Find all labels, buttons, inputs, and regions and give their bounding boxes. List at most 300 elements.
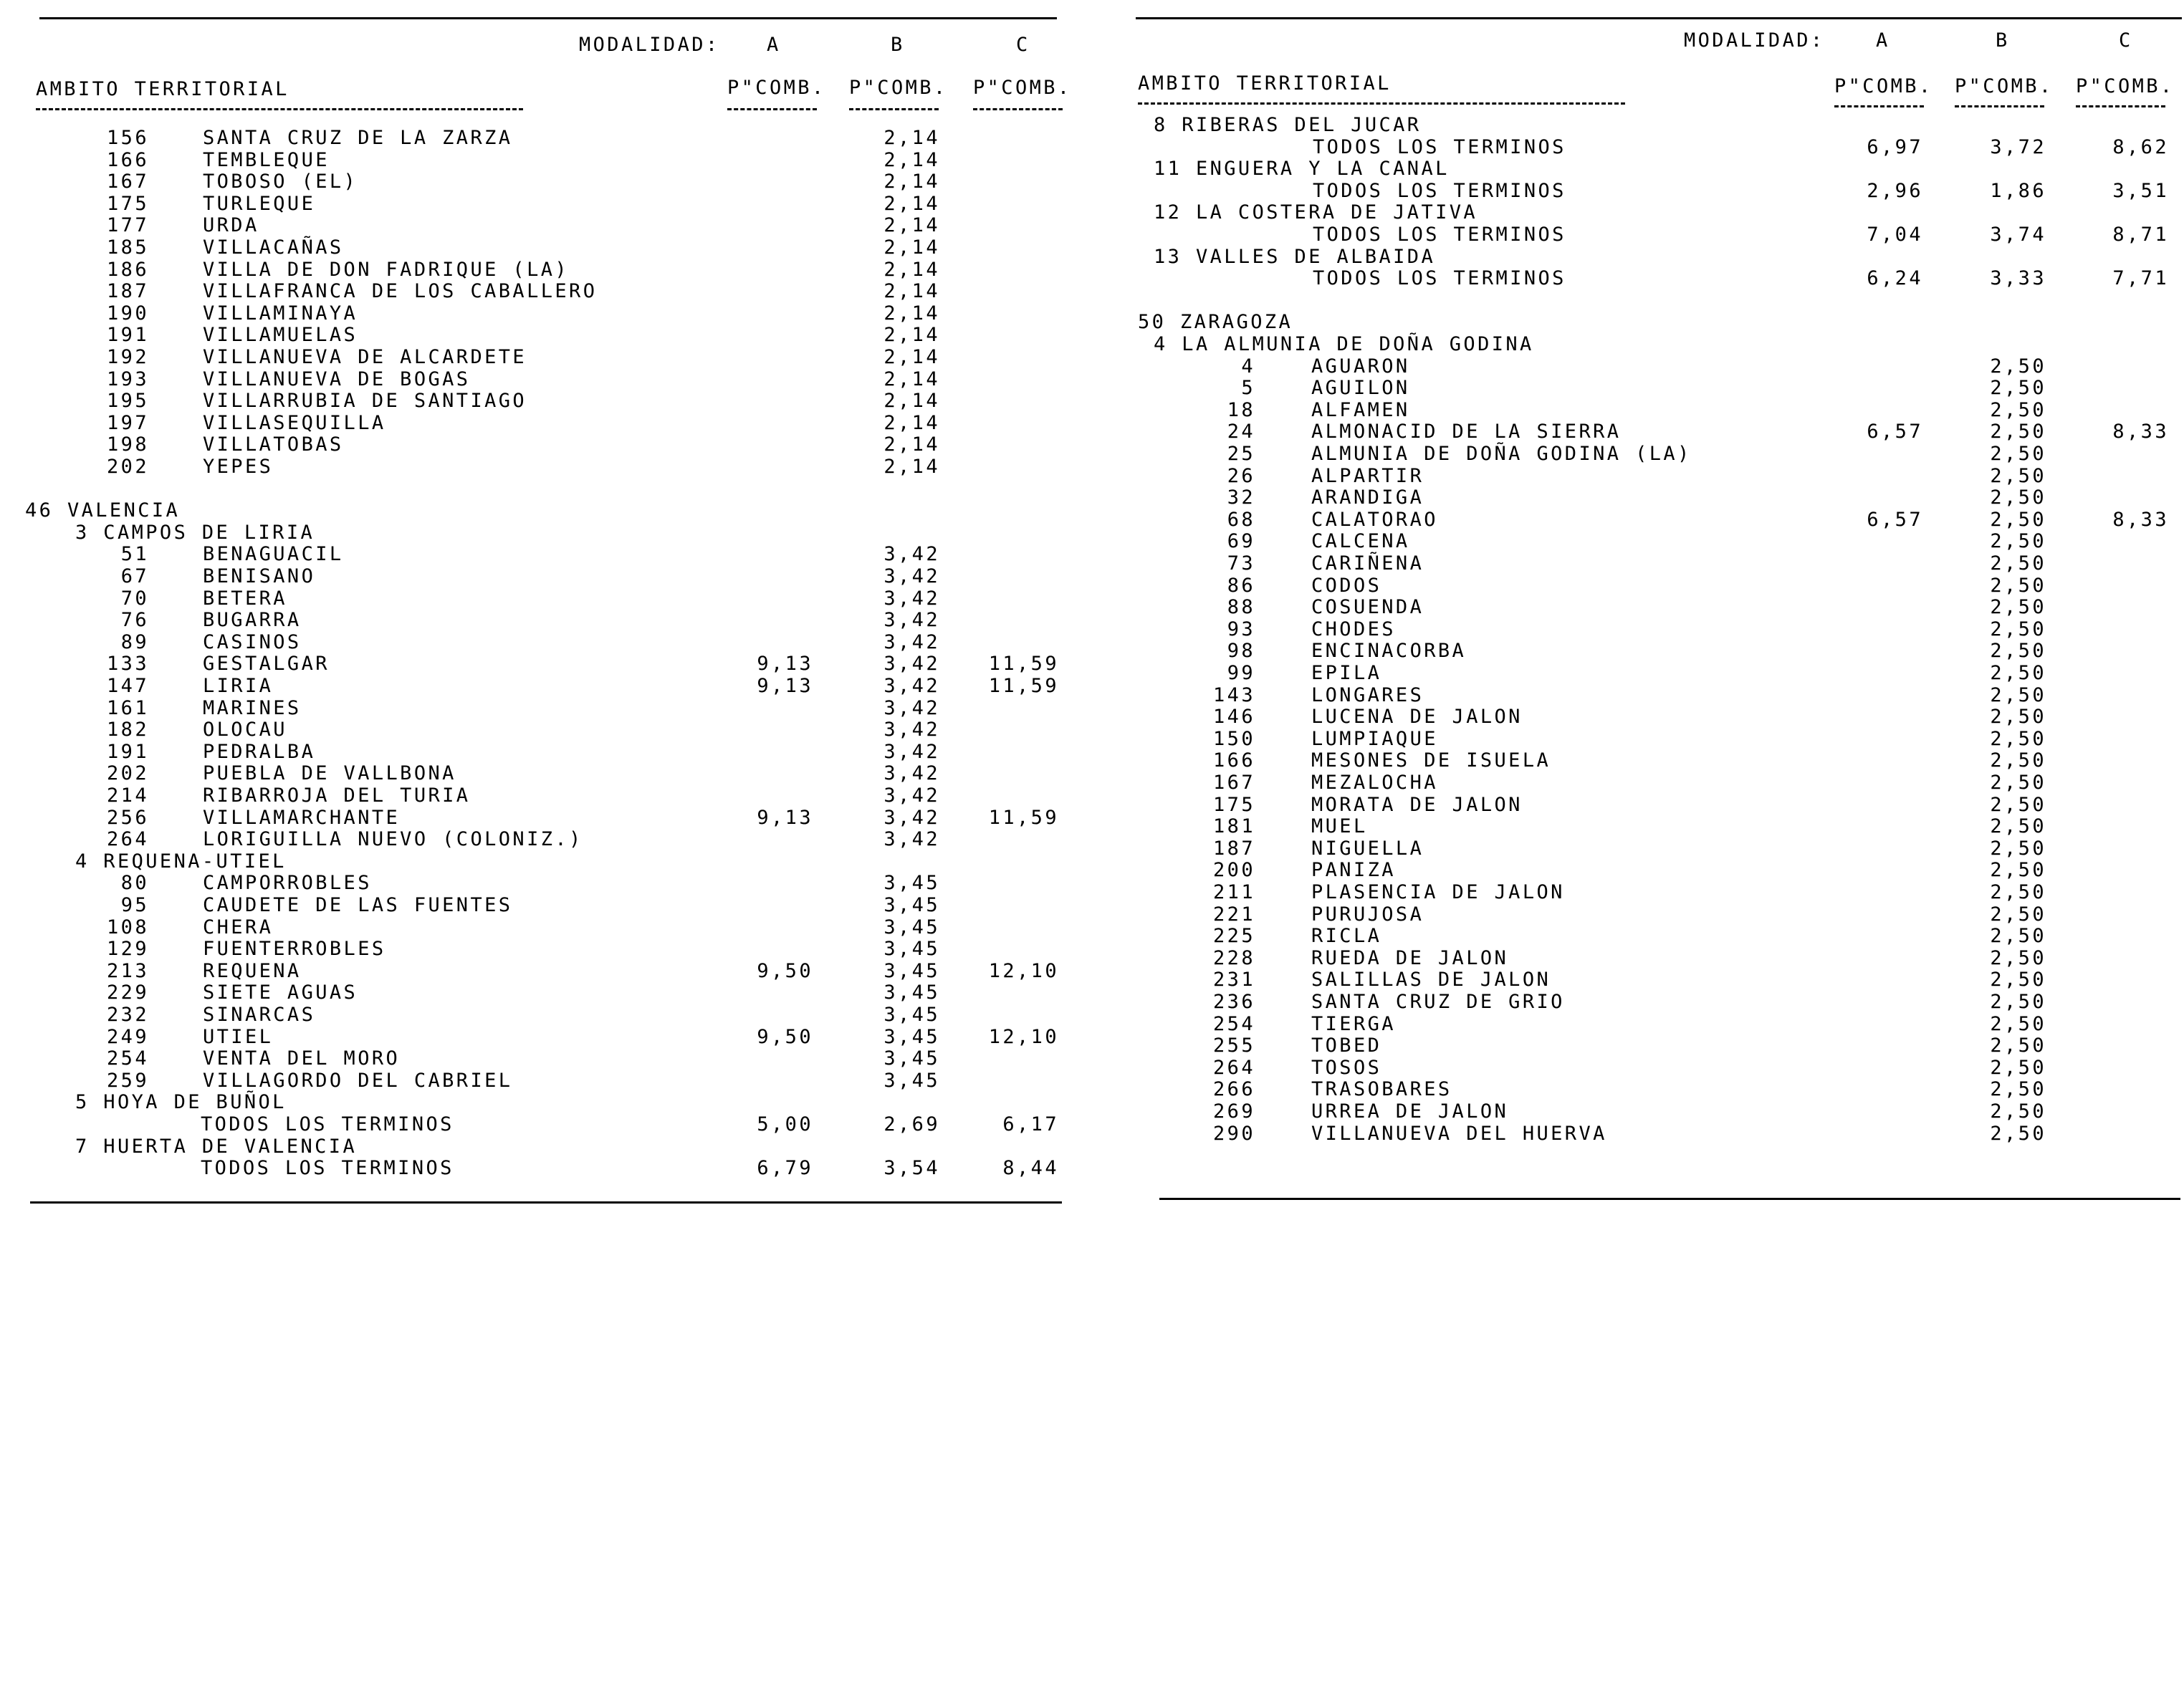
municipality-name: ALFAMEN	[1311, 398, 1410, 421]
municipality-name: OLOCAU	[203, 719, 287, 741]
table-row	[0, 193, 1075, 215]
table-row	[1118, 640, 2184, 662]
value-b: 2,50	[1990, 1122, 2046, 1145]
table-row	[0, 653, 1075, 675]
municipality-name: VILLARRUBIA DE SANTIAGO	[203, 390, 527, 413]
municipality-name: VILLAMARCHANTE	[203, 806, 401, 829]
municipality-name: PEDRALBA	[203, 740, 316, 763]
municipality-name: TOBED	[1311, 1034, 1382, 1057]
municipality-code: 86	[1227, 574, 1255, 597]
municipality-code: 175	[1213, 793, 1255, 816]
value-b: 2,14	[883, 171, 940, 193]
value-b: 2,50	[1990, 881, 2046, 903]
municipality-name: VILLANUEVA DEL HUERVA	[1311, 1122, 1607, 1145]
value-b: 3,45	[883, 894, 940, 916]
municipality-code: 146	[1213, 706, 1255, 729]
table-row	[1118, 882, 2184, 903]
table-row	[0, 237, 1075, 259]
municipality-code: 191	[107, 324, 149, 347]
table-row	[1118, 181, 2184, 202]
municipality-code: 88	[1227, 596, 1255, 619]
comarca-header	[0, 1136, 1075, 1158]
table-row	[1118, 378, 2184, 399]
municipality-name: LIRIA	[203, 675, 274, 697]
table-row	[1118, 137, 2184, 158]
municipality-name: AGUILON	[1311, 377, 1410, 400]
all-terms-label: TODOS LOS TERMINOS	[201, 1113, 454, 1135]
municipality-name: TRASOBARES	[1311, 1078, 1452, 1101]
municipality-code: 68	[1227, 508, 1255, 531]
municipality-code: 24	[1227, 421, 1255, 443]
table-row	[0, 982, 1075, 1004]
value-b: 2,50	[1990, 1078, 2046, 1101]
value-b: 3,42	[883, 587, 940, 610]
value-b: 2,14	[883, 236, 940, 259]
municipality-name: GESTALGAR	[203, 653, 330, 676]
municipality-name: CAUDETE DE LAS FUENTES	[203, 894, 513, 916]
value-c: 7,71	[2112, 267, 2169, 290]
municipality-code: 177	[107, 214, 149, 237]
all-terms-label: TODOS LOS TERMINOS	[1313, 179, 1566, 202]
col-b-label: P"COMB.	[1955, 75, 2054, 97]
value-b: 2,50	[1990, 574, 2046, 597]
municipality-name: SIETE AGUAS	[203, 981, 358, 1004]
all-terms-label: TODOS LOS TERMINOS	[1313, 135, 1566, 158]
value-a: 9,13	[757, 806, 813, 829]
comarca-name: 8 RIBERAS DEL JUCAR	[1154, 114, 1422, 136]
value-b: 2,14	[883, 214, 940, 237]
table-row	[1118, 685, 2184, 706]
municipality-name: SINARCAS	[203, 1004, 316, 1026]
value-c: 11,59	[988, 806, 1059, 829]
municipality-code: 200	[1213, 859, 1255, 882]
table-row	[1118, 750, 2184, 772]
municipality-code: 161	[107, 696, 149, 719]
bottom-rule	[30, 1201, 1062, 1204]
table-row	[1118, 619, 2184, 640]
municipality-name: CALCENA	[1311, 530, 1410, 553]
value-b: 2,50	[1990, 640, 2046, 663]
municipality-name: VILLAGORDO DEL CABRIEL	[203, 1069, 513, 1092]
all-terms-label: TODOS LOS TERMINOS	[201, 1157, 454, 1180]
municipality-name: CASINOS	[203, 630, 302, 653]
value-b: 2,50	[1990, 530, 2046, 553]
table-row	[1118, 443, 2184, 465]
table-row	[1118, 1079, 2184, 1100]
value-c: 12,10	[988, 1025, 1059, 1048]
municipality-code: 5	[1241, 377, 1255, 400]
table-row	[0, 347, 1075, 368]
municipality-name: TOBOSO (EL)	[203, 171, 358, 193]
municipality-code: 254	[107, 1047, 149, 1070]
table-row	[0, 1027, 1075, 1048]
value-b: 3,42	[883, 719, 940, 741]
value-b: 2,50	[1990, 925, 2046, 948]
municipality-code: 133	[107, 653, 149, 676]
all-terms-label: TODOS LOS TERMINOS	[1313, 267, 1566, 290]
municipality-code: 256	[107, 806, 149, 829]
all-terms-label: TODOS LOS TERMINOS	[1313, 224, 1566, 246]
municipality-code: 259	[107, 1069, 149, 1092]
municipality-code: 232	[107, 1004, 149, 1026]
value-b: 2,50	[1990, 727, 2046, 750]
province-name: 46 VALENCIA	[25, 499, 181, 522]
municipality-name: RICLA	[1311, 925, 1382, 948]
municipality-code: 67	[120, 565, 149, 587]
col-c-underline	[2076, 105, 2165, 107]
table-row	[1118, 926, 2184, 947]
table-row	[0, 895, 1075, 916]
municipality-name: TEMBLEQUE	[203, 148, 330, 171]
municipality-name: EPILA	[1311, 662, 1382, 684]
table-row	[0, 259, 1075, 281]
value-b: 3,42	[883, 630, 940, 653]
municipality-code: 187	[1213, 837, 1255, 860]
table-row	[0, 544, 1075, 565]
value-b: 3,72	[1990, 135, 2046, 158]
table-row	[0, 369, 1075, 390]
modalidad-a-label: A	[1876, 29, 1890, 52]
comarca-name: 7 HUERTA DE VALENCIA	[75, 1135, 358, 1158]
table-row	[0, 390, 1075, 412]
value-c: 8,62	[2112, 135, 2169, 158]
municipality-code: 167	[1213, 772, 1255, 794]
table-row	[1118, 838, 2184, 860]
value-b: 3,54	[883, 1157, 940, 1180]
modalidad-label: MODALIDAD:	[1684, 29, 1825, 52]
table-row	[1118, 794, 2184, 816]
table-row	[0, 961, 1075, 982]
municipality-code: 143	[1213, 683, 1255, 706]
comarca-header	[0, 522, 1075, 544]
value-b: 3,45	[883, 981, 940, 1004]
col-a-label: P"COMB.	[727, 77, 826, 99]
table-row	[0, 1114, 1075, 1135]
value-b: 2,50	[1990, 1034, 2046, 1057]
municipality-code: 70	[120, 587, 149, 610]
municipality-code: 25	[1227, 443, 1255, 465]
value-a: 9,50	[757, 959, 813, 982]
municipality-code: 266	[1213, 1078, 1255, 1101]
municipality-code: 150	[1213, 727, 1255, 750]
value-b: 2,14	[883, 433, 940, 456]
municipality-name: LONGARES	[1311, 683, 1424, 706]
municipality-code: 51	[120, 543, 149, 566]
value-b: 3,45	[883, 872, 940, 895]
comarca-name: 11 ENGUERA Y LA CANAL	[1154, 158, 1450, 181]
value-b: 2,50	[1990, 662, 2046, 684]
municipality-name: ALMONACID DE LA SIERRA	[1311, 421, 1622, 443]
value-b: 2,50	[1990, 1012, 2046, 1035]
table-row	[0, 456, 1075, 478]
municipality-code: 18	[1227, 398, 1255, 421]
comarca-name: 12 LA COSTERA DE JATIVA	[1154, 201, 1478, 224]
municipality-code: 4	[1241, 355, 1255, 378]
table-row	[1118, 421, 2184, 443]
table-row	[1118, 969, 2184, 991]
table-row	[1118, 531, 2184, 552]
table-row	[1118, 356, 2184, 378]
table-row	[0, 938, 1075, 960]
table-row	[0, 807, 1075, 829]
value-b: 2,14	[883, 280, 940, 303]
municipality-name: LUCENA DE JALON	[1311, 706, 1523, 729]
value-b: 3,45	[883, 1069, 940, 1092]
heading-underline	[36, 108, 523, 110]
municipality-code: 108	[107, 916, 149, 938]
municipality-name: TURLEQUE	[203, 192, 316, 215]
table-row	[0, 763, 1075, 784]
value-b: 2,50	[1990, 837, 2046, 860]
municipality-code: 197	[107, 411, 149, 434]
municipality-name: SALILLAS DE JALON	[1311, 969, 1551, 991]
table-row	[0, 128, 1075, 149]
table-row	[1118, 597, 2184, 618]
table-row	[0, 588, 1075, 610]
municipality-code: 156	[107, 127, 149, 149]
col-b-underline	[1955, 105, 2044, 107]
municipality-code: 187	[107, 280, 149, 303]
value-b: 3,42	[883, 609, 940, 632]
value-a: 6,24	[1867, 267, 1923, 290]
value-b: 2,14	[883, 258, 940, 281]
value-b: 2,14	[883, 324, 940, 347]
municipality-code: 186	[107, 258, 149, 281]
municipality-code: 26	[1227, 464, 1255, 487]
municipality-name: VILLAMUELAS	[203, 324, 358, 347]
col-a-underline	[1834, 105, 1924, 107]
value-a: 6,79	[757, 1157, 813, 1180]
municipality-name: ALPARTIR	[1311, 464, 1424, 487]
municipality-name: PLASENCIA DE JALON	[1311, 881, 1565, 903]
value-a: 6,57	[1867, 421, 1923, 443]
value-c: 8,33	[2112, 508, 2169, 531]
municipality-code: 231	[1213, 969, 1255, 991]
municipality-code: 290	[1213, 1122, 1255, 1145]
value-b: 2,50	[1990, 443, 2046, 465]
municipality-name: VENTA DEL MORO	[203, 1047, 401, 1070]
comarca-name: 4 REQUENA-UTIEL	[75, 850, 287, 873]
table-row	[1118, 575, 2184, 597]
modalidad-a-label: A	[767, 34, 781, 56]
municipality-name: BETERA	[203, 587, 287, 610]
municipality-code: 95	[120, 894, 149, 916]
table-row	[1118, 1057, 2184, 1079]
municipality-code: 181	[1213, 815, 1255, 838]
municipality-name: UTIEL	[203, 1025, 274, 1048]
value-b: 2,14	[883, 390, 940, 413]
municipality-code: 264	[1213, 1056, 1255, 1079]
table-row	[0, 698, 1075, 719]
municipality-code: 73	[1227, 552, 1255, 575]
municipality-name: URREA DE JALON	[1311, 1100, 1509, 1123]
municipality-code: 254	[1213, 1012, 1255, 1035]
table-row	[1118, 706, 2184, 728]
value-b: 2,50	[1990, 1056, 2046, 1079]
value-b: 3,33	[1990, 267, 2046, 290]
table-row	[1118, 729, 2184, 750]
value-a: 6,57	[1867, 508, 1923, 531]
comarca-header	[1118, 246, 2184, 268]
municipality-name: VILLATOBAS	[203, 433, 344, 456]
municipality-name: URDA	[203, 214, 259, 237]
value-b: 3,74	[1990, 224, 2046, 246]
value-a: 9,13	[757, 653, 813, 676]
comarca-header	[1118, 115, 2184, 136]
comarca-name: 4 LA ALMUNIA DE DOÑA GODINA	[1154, 333, 1534, 355]
value-b: 2,50	[1990, 398, 2046, 421]
modalidad-c-label: C	[1016, 34, 1030, 56]
table-row	[0, 676, 1075, 697]
municipality-name: LORIGUILLA NUEVO (COLONIZ.)	[203, 828, 583, 851]
table-row	[0, 150, 1075, 171]
col-a-underline	[727, 108, 817, 110]
municipality-code: 129	[107, 938, 149, 961]
municipality-name: CHERA	[203, 916, 274, 938]
value-b: 2,50	[1990, 683, 2046, 706]
value-c: 8,71	[2112, 224, 2169, 246]
table-row	[0, 917, 1075, 938]
value-c: 8,33	[2112, 421, 2169, 443]
ambito-territorial-heading: AMBITO TERRITORIAL	[36, 78, 289, 100]
municipality-code: 202	[107, 456, 149, 478]
municipality-code: 185	[107, 236, 149, 259]
value-b: 2,50	[1990, 706, 2046, 729]
value-b: 3,42	[883, 762, 940, 785]
municipality-name: CHODES	[1311, 618, 1396, 640]
municipality-code: 93	[1227, 618, 1255, 640]
comarca-name: 5 HOYA DE BUÑOL	[75, 1091, 287, 1114]
municipality-name: VILLASEQUILLA	[203, 411, 386, 434]
comarca-header	[0, 851, 1075, 873]
comarca-name: 13 VALLES DE ALBAIDA	[1154, 245, 1436, 268]
table-row	[1118, 663, 2184, 684]
value-b: 3,42	[883, 784, 940, 807]
comarca-header	[1118, 158, 2184, 180]
municipality-code: 264	[107, 828, 149, 851]
table-row	[0, 1158, 1075, 1179]
value-b: 3,42	[883, 696, 940, 719]
table-row	[0, 325, 1075, 346]
value-b: 3,45	[883, 1004, 940, 1026]
municipality-name: MESONES DE ISUELA	[1311, 749, 1551, 772]
table-row	[0, 171, 1075, 193]
municipality-name: PUEBLA DE VALLBONA	[203, 762, 456, 785]
ambito-territorial-heading: AMBITO TERRITORIAL	[1138, 72, 1392, 95]
municipality-code: 249	[107, 1025, 149, 1048]
table-row	[1118, 400, 2184, 421]
municipality-code: 193	[107, 368, 149, 390]
comarca-name: 3 CAMPOS DE LIRIA	[75, 521, 315, 544]
value-c: 6,17	[1002, 1113, 1059, 1135]
table-row	[1118, 1035, 2184, 1057]
table-row	[0, 215, 1075, 236]
table-row	[1118, 1014, 2184, 1035]
table-row	[1118, 816, 2184, 837]
value-b: 2,50	[1990, 749, 2046, 772]
municipality-name: CAMPORROBLES	[203, 872, 372, 895]
value-b: 2,50	[1990, 486, 2046, 509]
modalidad-b-label: B	[1996, 29, 2010, 52]
value-b: 2,50	[1990, 552, 2046, 575]
spacer-row	[0, 479, 1075, 500]
municipality-name: ARANDIGA	[1311, 486, 1424, 509]
table-row	[1118, 268, 2184, 289]
municipality-name: VILLACAÑAS	[203, 236, 344, 259]
municipality-name: FUENTERROBLES	[203, 938, 386, 961]
municipality-code: 195	[107, 390, 149, 413]
municipality-name: NIGUELLA	[1311, 837, 1424, 860]
value-b: 3,45	[883, 1025, 940, 1048]
table-row	[0, 1004, 1075, 1026]
municipality-name: ENCINACORBA	[1311, 640, 1467, 663]
value-c: 3,51	[2112, 179, 2169, 202]
col-b-label: P"COMB.	[849, 77, 948, 99]
value-b: 2,50	[1990, 377, 2046, 400]
value-b: 2,50	[1990, 815, 2046, 838]
value-c: 11,59	[988, 675, 1059, 697]
municipality-code: 214	[107, 784, 149, 807]
value-b: 1,86	[1990, 179, 2046, 202]
value-b: 3,42	[883, 675, 940, 697]
value-b: 2,50	[1990, 355, 2046, 378]
municipality-code: 89	[120, 630, 149, 653]
value-b: 2,50	[1990, 903, 2046, 926]
municipality-name: TIERGA	[1311, 1012, 1396, 1035]
value-a: 2,96	[1867, 179, 1923, 202]
modalidad-c-label: C	[2119, 29, 2133, 52]
municipality-code: 166	[1213, 749, 1255, 772]
value-a: 5,00	[757, 1113, 813, 1135]
table-row	[1118, 948, 2184, 969]
value-a: 7,04	[1867, 224, 1923, 246]
value-b: 3,42	[883, 806, 940, 829]
municipality-name: RUEDA DE JALON	[1311, 946, 1509, 969]
municipality-code: 202	[107, 762, 149, 785]
value-b: 2,50	[1990, 596, 2046, 619]
municipality-code: 166	[107, 148, 149, 171]
table-row	[0, 281, 1075, 302]
comarca-header	[0, 1092, 1075, 1113]
municipality-name: LUMPIAQUE	[1311, 727, 1438, 750]
province-header	[0, 500, 1075, 522]
municipality-code: 213	[107, 959, 149, 982]
modalidad-b-label: B	[891, 34, 905, 56]
table-row	[1118, 772, 2184, 794]
municipality-name: TOSOS	[1311, 1056, 1382, 1079]
col-c-label: P"COMB.	[2076, 75, 2175, 97]
municipality-code: 167	[107, 171, 149, 193]
municipality-code: 191	[107, 740, 149, 763]
municipality-name: REQUENA	[203, 959, 302, 982]
municipality-code: 198	[107, 433, 149, 456]
municipality-code: 99	[1227, 662, 1255, 684]
col-c-label: P"COMB.	[973, 77, 1072, 99]
municipality-name: CODOS	[1311, 574, 1382, 597]
value-b: 3,45	[883, 1047, 940, 1070]
table-row	[1118, 224, 2184, 246]
municipality-name: MORATA DE JALON	[1311, 793, 1523, 816]
value-b: 2,50	[1990, 1100, 2046, 1123]
province-name: 50 ZARAGOZA	[1138, 311, 1293, 334]
municipality-code: 229	[107, 981, 149, 1004]
value-b: 2,50	[1990, 991, 2046, 1013]
municipality-code: 236	[1213, 991, 1255, 1013]
municipality-name: VILLAFRANCA DE LOS CABALLERO	[203, 280, 598, 303]
municipality-name: PANIZA	[1311, 859, 1396, 882]
table-row	[1118, 860, 2184, 881]
municipality-code: 211	[1213, 881, 1255, 903]
